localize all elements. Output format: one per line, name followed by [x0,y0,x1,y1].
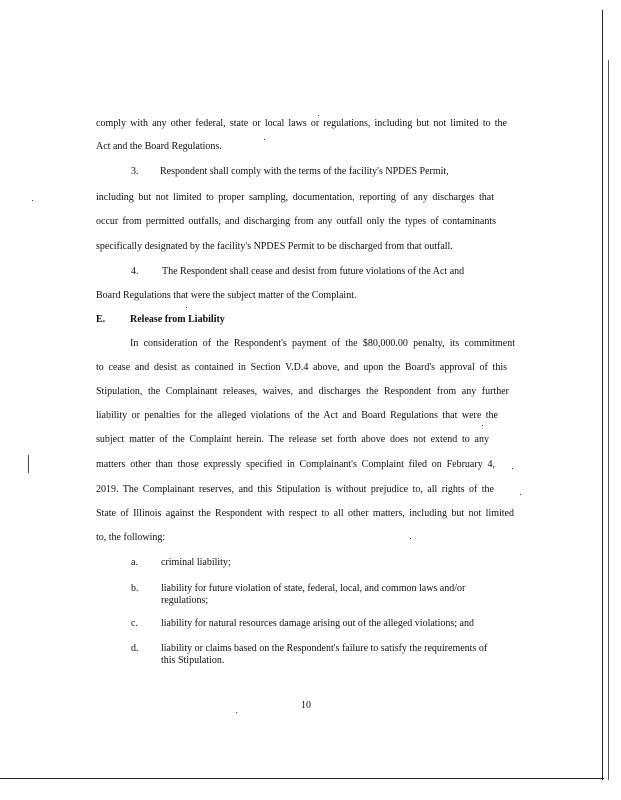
text-line: to, the following: [96,532,166,543]
text-line: including but not limited to proper sampling, documentation, reporting of any discharges that [96,192,494,203]
text-line: comply with any other federal, state or local laws or regulations, including but not limited to the [96,118,507,129]
scan-speck [512,468,513,469]
text-line: Stipulation, the Complainant releases, waives, and discharges the Respondent from any further [96,386,509,397]
page-right-border [602,10,603,780]
section-letter: E. [96,314,106,325]
list-item: liability for natural resources damage arising out of the alleged violations; and [161,618,474,629]
text-line: liability or penalties for the alleged violations of the Act and Board Regulations that were the [96,410,498,421]
text-line: matters other than those expressly specified in Complainant's Complaint filed on February 4, [96,459,495,470]
text-line: 2019. The Complainant reserves, and this Stipulation is without prejudice to, all rights of the [96,484,494,495]
scan-mark [28,455,29,473]
section-heading: Release from Liability [130,314,225,325]
text-line: Act and the Board Regulations. [96,141,222,152]
list-letter: c. [131,618,138,629]
text-line: In consideration of the Respondent's payment of the $80,000.00 penalty, its commitment [130,338,515,349]
text-line: subject matter of the Complaint herein. The release set forth above does not extend to any [96,434,489,445]
list-item-continuation: regulations; [161,595,209,606]
list-letter: d. [131,643,139,654]
scan-speck [264,139,265,140]
list-item: criminal liability; [161,557,231,568]
text-line: The Respondent shall cease and desist from future violations of the Act and [162,266,465,277]
scan-speck [236,712,237,713]
item-number: 4. [131,266,139,277]
text-line: to cease and desist as contained in Section V.D.4 above, and upon the Board's approval of this [96,362,507,373]
scan-speck [318,115,319,116]
page-bottom-border [0,778,604,779]
text-line: State of Illinois against the Respondent with respect to all other matters, including but not limited [96,508,514,519]
item-number: 3. [131,166,139,177]
page-number: 10 [301,700,311,711]
list-letter: a. [131,557,138,568]
text-line: Respondent shall comply with the terms of the facility's NPDES Permit, [160,166,449,177]
text-line: specifically designated by the facility's NPDES Permit to be discharged from that outfall. [96,241,453,252]
page-right-border-inner [608,60,609,780]
list-item: liability for future violation of state, federal, local, and common laws and/or [161,583,466,594]
text-line: Board Regulations that were the subject matter of the Complaint. [96,290,357,301]
scan-speck [520,494,521,495]
list-letter: b. [131,583,139,594]
scan-speck [32,200,33,201]
list-item-continuation: this Stipulation. [161,655,225,666]
list-item: liability or claims based on the Respondent's failure to satisfy the requirements of [161,643,488,654]
scan-speck [482,425,483,426]
scan-speck [410,538,411,539]
scan-speck [186,307,187,308]
text-line: occur from permitted outfalls, and discharging from any outfall only the types of contaminants [96,216,496,227]
